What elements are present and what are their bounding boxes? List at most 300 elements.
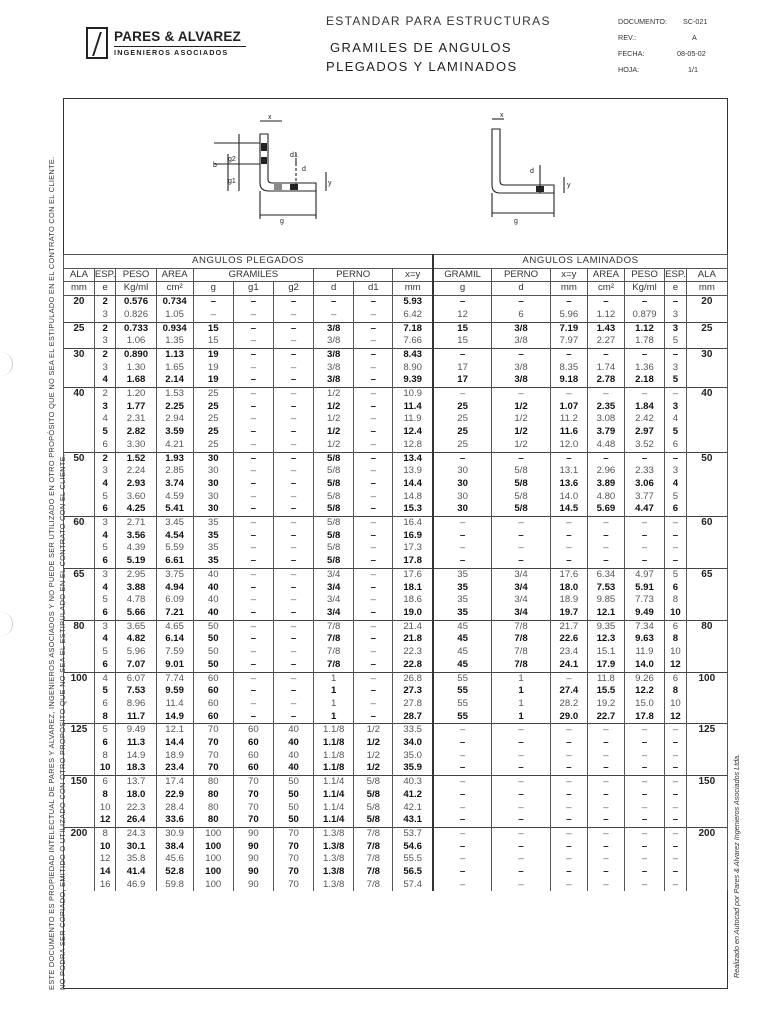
table-cell: 50 bbox=[193, 659, 233, 672]
table-row bbox=[64, 685, 728, 698]
table-cell: 0.734 bbox=[156, 296, 193, 309]
table-row bbox=[64, 607, 728, 620]
table-cell: – bbox=[492, 452, 551, 465]
table-cell: – bbox=[550, 388, 587, 401]
table-cell: 8.96 bbox=[116, 698, 156, 711]
fecha-value: 08-05-02 bbox=[677, 49, 706, 58]
table-cell: 5 bbox=[665, 335, 687, 348]
table-row bbox=[64, 335, 728, 348]
table-cell: 7.74 bbox=[156, 672, 193, 685]
table-cell: 2.24 bbox=[116, 465, 156, 478]
table-cell: – bbox=[492, 296, 551, 309]
table-cell: 19 bbox=[193, 362, 233, 375]
table-cell: – bbox=[273, 413, 313, 426]
table-cell: 30 bbox=[433, 491, 492, 504]
table-cell: 11.2 bbox=[550, 413, 587, 426]
table-cell: – bbox=[492, 517, 551, 530]
ala-cell-laminado: 125 bbox=[686, 724, 727, 776]
table-cell: – bbox=[433, 724, 492, 737]
table-cell: 19.7 bbox=[550, 607, 587, 620]
table-cell: 5/8 bbox=[314, 555, 354, 568]
angle-profile-drawing bbox=[64, 99, 727, 254]
table-cell: 14.4 bbox=[393, 478, 433, 491]
table-cell: 17.6 bbox=[550, 568, 587, 581]
table-cell: 8.35 bbox=[550, 362, 587, 375]
table-cell: – bbox=[624, 841, 664, 854]
ala-cell: 30 bbox=[64, 348, 95, 387]
ala-cell-laminado: 20 bbox=[686, 296, 727, 322]
table-cell: – bbox=[273, 401, 313, 414]
table-cell: – bbox=[550, 737, 587, 750]
table-cell: 55.5 bbox=[393, 853, 433, 866]
table-cell: 14 bbox=[94, 866, 116, 879]
table-cell: 35 bbox=[193, 530, 233, 543]
autocad-credit: Realizado en Autocad por Pares & Alvarez Ingenieros Asociados Ltda. bbox=[732, 753, 741, 978]
label-g2: g2 bbox=[228, 156, 236, 163]
table-cell: 45 bbox=[433, 646, 492, 659]
table-cell: 80 bbox=[193, 802, 233, 815]
table-cell: 27.4 bbox=[550, 685, 587, 698]
table-cell: 4.39 bbox=[116, 542, 156, 555]
table-cell: – bbox=[550, 879, 587, 892]
col-perno: PERNO bbox=[314, 268, 393, 282]
table-cell: 30 bbox=[433, 503, 492, 516]
table-cell: 6 bbox=[94, 659, 116, 672]
unit-d1: d1 bbox=[354, 282, 393, 296]
table-cell: – bbox=[492, 542, 551, 555]
table-cell: 4.94 bbox=[156, 582, 193, 595]
table-cell: 6 bbox=[94, 776, 116, 789]
document-header bbox=[0, 0, 768, 96]
table-cell: – bbox=[550, 672, 587, 685]
table-cell: 0.890 bbox=[116, 348, 156, 361]
table-cell: 30 bbox=[193, 452, 233, 465]
table-cell: – bbox=[193, 309, 233, 322]
ip-note-line2: NO PODRA SER COPIADO, EMITIDO O UTILIZADO CON OTRO PROPOSITO QUE NO SEA EL ESTIPULADO EN EL CONTRATO CON EL CLIENTE. bbox=[58, 453, 67, 990]
table-cell: 2.93 bbox=[116, 478, 156, 491]
table-cell: 0.879 bbox=[624, 309, 664, 322]
table-cell: 6.34 bbox=[587, 568, 624, 581]
table-cell: 4.78 bbox=[116, 594, 156, 607]
intellectual-property-note bbox=[46, 50, 70, 990]
table-cell: – bbox=[354, 685, 393, 698]
table-cell: – bbox=[354, 296, 393, 309]
table-cell: 15 bbox=[433, 335, 492, 348]
table-cell: – bbox=[665, 737, 687, 750]
table-cell: 40 bbox=[273, 750, 313, 763]
table-cell: 22.7 bbox=[587, 711, 624, 724]
table-cell: 50 bbox=[193, 633, 233, 646]
table-cell: 11.9 bbox=[624, 646, 664, 659]
table-cell: 18.0 bbox=[550, 582, 587, 595]
table-cell: – bbox=[233, 388, 273, 401]
table-cell: – bbox=[433, 517, 492, 530]
table-cell: – bbox=[624, 296, 664, 309]
documento-value: SC-021 bbox=[683, 17, 708, 26]
table-cell: 55 bbox=[433, 685, 492, 698]
table-cell: 7.34 bbox=[624, 620, 664, 633]
table-cell: 90 bbox=[233, 866, 273, 879]
table-body bbox=[64, 296, 728, 892]
table-cell: – bbox=[273, 620, 313, 633]
table-row bbox=[64, 827, 728, 840]
table-cell: 18.6 bbox=[393, 594, 433, 607]
table-cell: – bbox=[233, 594, 273, 607]
table-cell: 7/8 bbox=[492, 646, 551, 659]
table-cell: – bbox=[354, 711, 393, 724]
table-cell: 12.4 bbox=[393, 426, 433, 439]
table-cell: 3.89 bbox=[587, 478, 624, 491]
table-cell: – bbox=[492, 853, 551, 866]
table-cell: – bbox=[433, 452, 492, 465]
table-cell: 90 bbox=[233, 841, 273, 854]
table-cell: 9.39 bbox=[393, 374, 433, 387]
rolled-angle-figure bbox=[492, 119, 564, 217]
table-cell: – bbox=[233, 491, 273, 504]
table-cell: 5/8 bbox=[314, 503, 354, 516]
table-row bbox=[64, 724, 728, 737]
table-cell: – bbox=[233, 478, 273, 491]
table-cell: – bbox=[665, 348, 687, 361]
table-cell: – bbox=[273, 348, 313, 361]
table-cell: 1.3/8 bbox=[314, 866, 354, 879]
table-cell: – bbox=[665, 517, 687, 530]
table-cell: 70 bbox=[273, 827, 313, 840]
table-cell: – bbox=[624, 827, 664, 840]
ala-cell: 200 bbox=[64, 827, 95, 891]
table-row bbox=[64, 388, 728, 401]
table-cell: 17.3 bbox=[393, 542, 433, 555]
table-cell: 5/8 bbox=[354, 802, 393, 815]
table-cell: – bbox=[587, 762, 624, 775]
ala-cell-laminado: 100 bbox=[686, 672, 727, 724]
table-cell: – bbox=[492, 879, 551, 892]
table-cell: – bbox=[492, 348, 551, 361]
ala-cell-laminado: 30 bbox=[686, 348, 727, 387]
table-cell: – bbox=[273, 439, 313, 452]
table-cell: 5.91 bbox=[624, 582, 664, 595]
table-cell: – bbox=[354, 374, 393, 387]
table-cell: 1 bbox=[492, 685, 551, 698]
unit-area-laminado: cm² bbox=[587, 282, 624, 296]
table-cell: 3/8 bbox=[314, 362, 354, 375]
table-cell: 1.13 bbox=[156, 348, 193, 361]
table-cell: 3.60 bbox=[116, 491, 156, 504]
table-cell: 7.53 bbox=[587, 582, 624, 595]
table-cell: – bbox=[550, 827, 587, 840]
table-cell: 3/8 bbox=[492, 335, 551, 348]
unit-xy-laminado: mm bbox=[550, 282, 587, 296]
table-cell: 40 bbox=[273, 737, 313, 750]
table-cell: – bbox=[665, 776, 687, 789]
table-cell: 9.63 bbox=[624, 633, 664, 646]
table-cell: 50 bbox=[193, 646, 233, 659]
table-cell: 5/8 bbox=[314, 452, 354, 465]
table-cell: – bbox=[314, 309, 354, 322]
table-cell: 3.06 bbox=[624, 478, 664, 491]
table-cell: 2.27 bbox=[587, 335, 624, 348]
table-cell: – bbox=[550, 776, 587, 789]
table-cell: – bbox=[354, 465, 393, 478]
table-cell: 7/8 bbox=[354, 866, 393, 879]
table-cell: 1.07 bbox=[550, 401, 587, 414]
table-cell: 46.9 bbox=[116, 879, 156, 892]
table-cell: 5/8 bbox=[492, 465, 551, 478]
table-cell: 1 bbox=[492, 672, 551, 685]
unit-perno-laminado: d bbox=[492, 282, 551, 296]
table-cell: 4.54 bbox=[156, 530, 193, 543]
table-cell: 24.1 bbox=[550, 659, 587, 672]
table-cell: 7/8 bbox=[492, 633, 551, 646]
table-cell: 30 bbox=[193, 465, 233, 478]
table-cell: – bbox=[273, 530, 313, 543]
table-cell: 3 bbox=[94, 517, 116, 530]
table-cell: 50 bbox=[273, 802, 313, 815]
table-cell: 12 bbox=[94, 853, 116, 866]
table-cell: – bbox=[624, 762, 664, 775]
table-cell: 18.3 bbox=[116, 762, 156, 775]
table-row bbox=[64, 620, 728, 633]
table-cell: 30 bbox=[193, 478, 233, 491]
table-cell: 1/2 bbox=[354, 724, 393, 737]
table-row bbox=[64, 348, 728, 361]
table-cell: 8 bbox=[665, 633, 687, 646]
table-cell: – bbox=[233, 646, 273, 659]
table-cell: – bbox=[665, 853, 687, 866]
table-cell: 60 bbox=[233, 737, 273, 750]
table-cell: 11.3 bbox=[116, 737, 156, 750]
table-cell: 1/2 bbox=[314, 426, 354, 439]
table-cell: 3 bbox=[94, 620, 116, 633]
table-cell: 6.14 bbox=[156, 633, 193, 646]
table-cell: 11.9 bbox=[393, 413, 433, 426]
table-cell: – bbox=[354, 322, 393, 335]
table-cell: 33.6 bbox=[156, 814, 193, 827]
label-x: x bbox=[268, 114, 272, 121]
table-cell: 5 bbox=[94, 646, 116, 659]
ala-cell: 40 bbox=[64, 388, 95, 453]
table-cell: 3/8 bbox=[314, 348, 354, 361]
table-row bbox=[64, 503, 728, 516]
unit-ala-laminado: mm bbox=[686, 282, 727, 296]
table-cell: – bbox=[665, 879, 687, 892]
table-row bbox=[64, 841, 728, 854]
table-cell: – bbox=[665, 827, 687, 840]
table-cell: – bbox=[587, 879, 624, 892]
table-cell: – bbox=[433, 853, 492, 866]
table-cell: 4.82 bbox=[116, 633, 156, 646]
table-cell: 41.4 bbox=[116, 866, 156, 879]
table-cell: 70 bbox=[193, 762, 233, 775]
table-cell: – bbox=[273, 309, 313, 322]
table-row bbox=[64, 322, 728, 335]
table-cell: 3 bbox=[94, 335, 116, 348]
table-cell: 9.35 bbox=[587, 620, 624, 633]
table-row bbox=[64, 413, 728, 426]
table-cell: 70 bbox=[273, 879, 313, 892]
label-d1: d1 bbox=[290, 152, 298, 159]
table-cell: – bbox=[492, 789, 551, 802]
table-cell: 38.4 bbox=[156, 841, 193, 854]
table-cell: 6.61 bbox=[156, 555, 193, 568]
table-cell: 19.2 bbox=[587, 698, 624, 711]
table-cell: 1.1/4 bbox=[314, 789, 354, 802]
table-cell: 100 bbox=[193, 879, 233, 892]
table-cell: 22.8 bbox=[393, 659, 433, 672]
table-cell: – bbox=[233, 503, 273, 516]
table-cell: 70 bbox=[233, 802, 273, 815]
table-cell: 70 bbox=[233, 814, 273, 827]
table-cell: 3/4 bbox=[314, 594, 354, 607]
table-cell: – bbox=[354, 517, 393, 530]
table-cell: 3.56 bbox=[116, 530, 156, 543]
table-cell: – bbox=[587, 737, 624, 750]
table-cell: 3/8 bbox=[314, 335, 354, 348]
table-cell: 13.6 bbox=[550, 478, 587, 491]
table-cell: 12 bbox=[665, 711, 687, 724]
table-cell: 2 bbox=[94, 322, 116, 335]
table-cell: – bbox=[193, 296, 233, 309]
ala-cell: 60 bbox=[64, 517, 95, 569]
table-cell: 60 bbox=[193, 711, 233, 724]
table-cell: – bbox=[233, 374, 273, 387]
table-cell: 90 bbox=[233, 879, 273, 892]
table-cell: 90 bbox=[233, 853, 273, 866]
table-cell: 22.9 bbox=[156, 789, 193, 802]
table-cell: – bbox=[665, 814, 687, 827]
table-cell: 6.07 bbox=[116, 672, 156, 685]
col-ala-laminado: ALA bbox=[686, 268, 727, 282]
table-cell: – bbox=[233, 698, 273, 711]
label-d: d bbox=[302, 166, 306, 173]
table-cell: 80 bbox=[193, 814, 233, 827]
table-cell: 4.21 bbox=[156, 439, 193, 452]
table-cell: 5/8 bbox=[492, 478, 551, 491]
table-cell: – bbox=[233, 542, 273, 555]
table-cell: – bbox=[492, 762, 551, 775]
col-peso: PESO bbox=[116, 268, 156, 282]
table-cell: 90 bbox=[233, 827, 273, 840]
table-cell: 1/2 bbox=[492, 439, 551, 452]
table-cell: 42.1 bbox=[393, 802, 433, 815]
table-cell: 35 bbox=[433, 594, 492, 607]
table-cell: 25 bbox=[193, 413, 233, 426]
table-cell: 25 bbox=[193, 388, 233, 401]
table-cell: 16 bbox=[94, 879, 116, 892]
col-area-laminado: AREA bbox=[587, 268, 624, 282]
table-cell: 6 bbox=[94, 607, 116, 620]
table-row bbox=[64, 646, 728, 659]
table-cell: 25 bbox=[433, 401, 492, 414]
table-cell: 14.0 bbox=[624, 659, 664, 672]
table-cell: 7.59 bbox=[156, 646, 193, 659]
table-cell: 5/8 bbox=[492, 503, 551, 516]
table-cell: 7/8 bbox=[492, 659, 551, 672]
table-cell: – bbox=[273, 582, 313, 595]
table-cell: – bbox=[587, 802, 624, 815]
table-cell: 5/8 bbox=[314, 542, 354, 555]
table-cell: 54.6 bbox=[393, 841, 433, 854]
table-cell: 7/8 bbox=[314, 633, 354, 646]
table-row bbox=[64, 814, 728, 827]
document-title-line1: GRAMILES DE ANGULOS bbox=[330, 40, 512, 55]
table-cell: 5.66 bbox=[116, 607, 156, 620]
table-cell: 3/4 bbox=[492, 607, 551, 620]
table-cell: – bbox=[492, 750, 551, 763]
table-cell: – bbox=[354, 335, 393, 348]
table-cell: 5.41 bbox=[156, 503, 193, 516]
table-cell: 12.0 bbox=[550, 439, 587, 452]
table-cell: 3 bbox=[665, 465, 687, 478]
table-cell: – bbox=[587, 724, 624, 737]
table-cell: 1.12 bbox=[624, 322, 664, 335]
table-cell: 8 bbox=[94, 789, 116, 802]
table-cell: – bbox=[354, 388, 393, 401]
table-cell: 1.1/4 bbox=[314, 814, 354, 827]
label-y-rolled: y bbox=[567, 182, 571, 189]
table-cell: 2.25 bbox=[156, 401, 193, 414]
table-cell: 4.25 bbox=[116, 503, 156, 516]
col-esp: ESP. bbox=[94, 268, 116, 282]
table-cell: 2.33 bbox=[624, 465, 664, 478]
table-cell: 12.3 bbox=[587, 633, 624, 646]
table-cell: 6 bbox=[665, 503, 687, 516]
table-cell: 1/2 bbox=[354, 762, 393, 775]
table-cell: – bbox=[354, 503, 393, 516]
table-cell: 1.3/8 bbox=[314, 841, 354, 854]
table-cell: 25 bbox=[433, 439, 492, 452]
table-row bbox=[64, 762, 728, 775]
table-cell: 1.65 bbox=[156, 362, 193, 375]
table-cell: – bbox=[354, 478, 393, 491]
col-peso-laminado: PESO bbox=[624, 268, 664, 282]
table-cell: 1.06 bbox=[116, 335, 156, 348]
table-cell: 3.75 bbox=[156, 568, 193, 581]
table-cell: – bbox=[665, 866, 687, 879]
table-cell: 3/4 bbox=[492, 582, 551, 595]
table-cell: 5/8 bbox=[314, 465, 354, 478]
table-cell: 3 bbox=[665, 401, 687, 414]
label-x-rolled: x bbox=[500, 112, 504, 119]
table-cell: 3.45 bbox=[156, 517, 193, 530]
table-cell: – bbox=[433, 750, 492, 763]
table-cell: – bbox=[273, 374, 313, 387]
table-row bbox=[64, 309, 728, 322]
table-cell: 2.18 bbox=[624, 374, 664, 387]
group-header-plegados: ANGULOS PLEGADOS bbox=[64, 255, 434, 269]
table-cell: 16.9 bbox=[393, 530, 433, 543]
table-cell: – bbox=[233, 465, 273, 478]
table-cell: – bbox=[433, 866, 492, 879]
table-cell: 1.35 bbox=[156, 335, 193, 348]
table-cell: 12 bbox=[94, 814, 116, 827]
table-cell: 80 bbox=[193, 776, 233, 789]
table-cell: 22.6 bbox=[550, 633, 587, 646]
table-cell: – bbox=[587, 296, 624, 309]
table-cell: 35 bbox=[193, 555, 233, 568]
table-cell: 4 bbox=[94, 413, 116, 426]
table-cell: – bbox=[273, 491, 313, 504]
table-cell: – bbox=[233, 582, 273, 595]
table-cell: 12 bbox=[433, 309, 492, 322]
table-cell: – bbox=[550, 542, 587, 555]
table-cell: 3 bbox=[665, 322, 687, 335]
table-row bbox=[64, 491, 728, 504]
table-cell: 13.9 bbox=[393, 465, 433, 478]
table-cell: – bbox=[433, 737, 492, 750]
table-cell: – bbox=[550, 724, 587, 737]
label-g-rolled: g bbox=[514, 218, 518, 225]
